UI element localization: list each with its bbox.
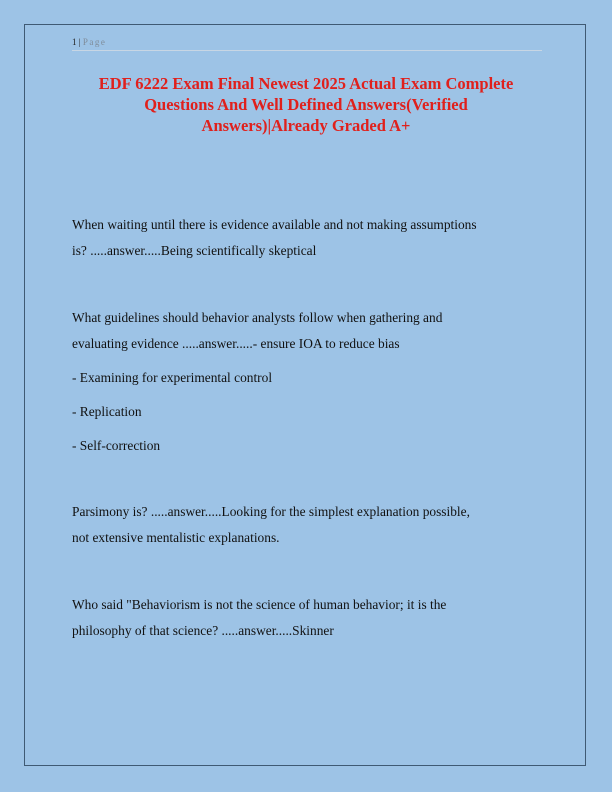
page-label: Page <box>82 37 107 47</box>
question-line: philosophy of that science? .....answer.....Skinner <box>72 622 334 638</box>
page-number: 1 <box>72 37 77 47</box>
title-line: EDF 6222 Exam Final Newest 2025 Actual Exam Complete <box>98 74 514 93</box>
page-header <box>72 36 542 51</box>
qa-item-parsimony <box>72 499 542 550</box>
question-line: Parsimony is? .....answer.....Looking for the simplest explanation possible, <box>72 504 470 519</box>
qa-item-behaviorism <box>72 592 542 643</box>
title-line: Questions And Well Defined Answers(Verified <box>144 95 468 114</box>
qa-item-guidelines <box>72 305 542 458</box>
answer-sub-item: - Examining for experimental control <box>72 369 273 385</box>
question-line: not extensive mentalistic explanations. <box>72 529 280 545</box>
question-line: When waiting until there is evidence available and not making assumptions <box>72 217 477 232</box>
document-body <box>72 212 542 643</box>
answer-sub-item: - Replication <box>72 403 142 419</box>
question-line: is? .....answer.....Being scientifically skeptical <box>72 242 317 258</box>
page-separator: | <box>78 37 81 47</box>
qa-item-skepticism <box>72 212 542 263</box>
question-line: What guidelines should behavior analysts follow when gathering and <box>72 310 443 325</box>
question-line: evaluating evidence .....answer.....- ensure IOA to reduce bias <box>72 335 400 351</box>
answer-sub-item: - Self-correction <box>72 437 161 453</box>
title-line: Answers)|Already Graded A+ <box>201 116 411 135</box>
question-line: Who said "Behaviorism is not the science of human behavior; it is the <box>72 597 447 612</box>
document-title <box>72 73 540 136</box>
